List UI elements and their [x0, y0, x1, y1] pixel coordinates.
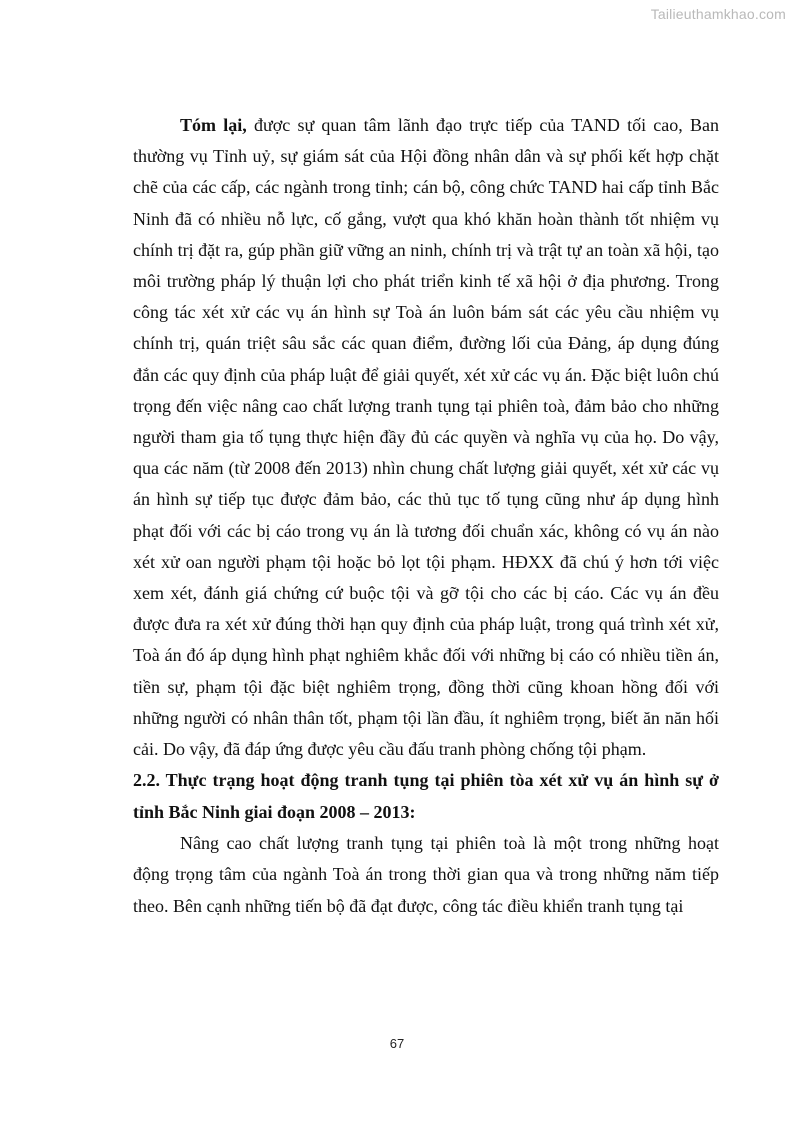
page-body	[133, 110, 719, 922]
section-heading: 2.2. Thực trạng hoạt động tranh tụng tại phiên tòa xét xử vụ án hình sự ở tỉnh Bắc Ninh giai đoạn 2008 – 2013:	[133, 770, 719, 822]
watermark: Tailieuthamkhao.com	[650, 6, 786, 22]
summary-text: được sự quan tâm lãnh đạo trực tiếp của TAND tối cao, Ban thường vụ Tỉnh uỷ, sự giám sát của Hội đồng nhân dân và sự phối kết hợp chặt chẽ của các cấp, các ngành trong tỉnh; cán bộ, công chức TAND hai cấp tỉnh Bắc Ninh đã có nhiều nỗ lực, cố gắng, vượt qua khó khăn hoàn thành tốt nhiệm vụ chính trị đặt ra, gúp phần giữ vững an ninh, chính trị và trật tự an toàn xã hội, tạo môi trường pháp lý thuận lợi cho phát triển kinh tế xã hội ở địa phương. Trong công tác xét xử các vụ án hình sự Toà án luôn bám sát các yêu cầu nhiệm vụ chính trị, quán triệt sâu sắc các quan điểm, đường lối của Đảng, áp dụng đúng đắn các quy định của pháp luật để giải quyết, xét xử các vụ án. Đặc biệt luôn chú trọng đến việc nâng cao chất lượng tranh tụng tại phiên toà, đảm bảo cho những người tham gia tố tụng thực hiện đầy đủ các quyền và nghĩa vụ của họ. Do vậy, qua các năm (từ 2008 đến 2013) nhìn chung chất lượng giải quyết, xét xử các vụ án hình sự tiếp tục được đảm bảo, các thủ tục tố tụng cũng như áp dụng hình phạt đối với các bị cáo trong vụ án là tương đối chuẩn xác, không có vụ án nào xét xử oan người phạm tội hoặc bỏ lọt tội phạm. HĐXX đã chú ý hơn tới việc xem xét, đánh giá chứng cứ buộc tội và gỡ tội cho các bị cáo. Các vụ án đều được đưa ra xét xử đúng thời hạn quy định của pháp luật, trong quá trình xét xử, Toà án đó áp dụng hình phạt nghiêm khắc đối với những bị cáo có nhiều tiền án, tiền sự, phạm tội đặc biệt nghiêm trọng, đồng thời cũng khoan hồng đối với những người có nhân thân tốt, phạm tội lần đầu, ít nghiêm trọng, biết ăn năn hối cải. Do vậy, đã đáp ứng được yêu cầu đấu tranh phòng chống tội phạm.	[133, 115, 719, 760]
summary-paragraph	[133, 110, 719, 765]
section-paragraph: Nâng cao chất lượng tranh tụng tại phiên toà là một trong những hoạt động trọng tâm của ngành Toà án trong thời gian qua và trong những năm tiếp theo. Bên cạnh những tiến bộ đã đạt được, công tác điều khiển tranh tụng tại	[133, 833, 719, 916]
page-number: 67	[389, 1036, 405, 1051]
summary-lead: Tóm lại,	[180, 115, 247, 135]
